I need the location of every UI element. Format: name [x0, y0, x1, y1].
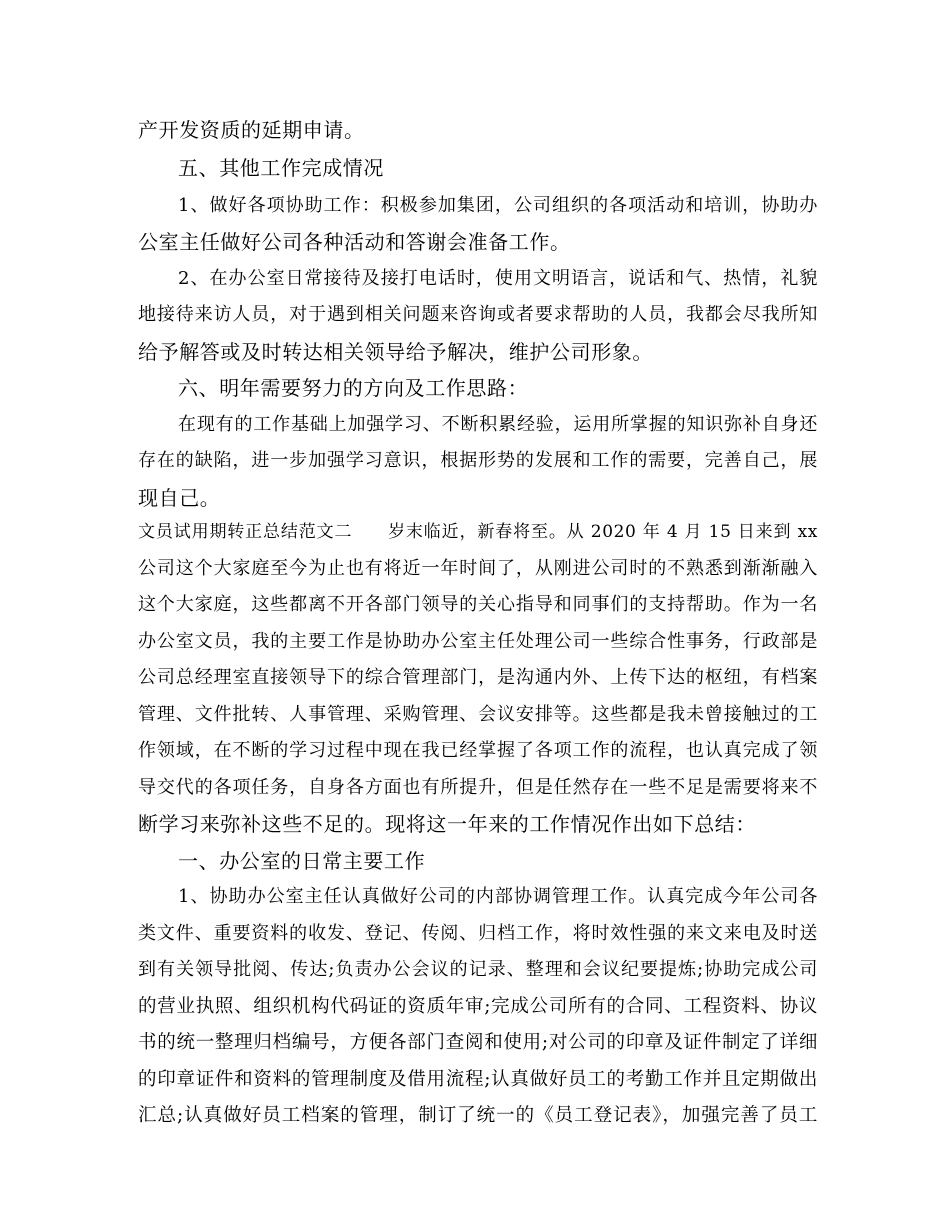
text-line: 公司总经理室直接领导下的综合管理部门，是沟通内外、上传下达的枢纽，有档案 — [138, 667, 818, 688]
article-title-line: 文员试用期转正总结范文二 岁末临近，新春将至。从 2020 年 4 月 15 日来到 xx — [138, 522, 818, 542]
text-line: 的营业执照、组织机构代码证的资质年审;完成公司所有的合同、工程资料、协议 — [138, 996, 818, 1017]
text-line: 导交代的各项任务，自身各方面也有所提升，但是任然存在一些不足是需要将来不 — [138, 777, 818, 798]
text-line: 管理、文件批转、人事管理、采购管理、会议安排等。这些都是我未曾接触过的工 — [138, 704, 818, 725]
section-heading: 一、办公室的日常主要工作 — [178, 849, 426, 873]
text-line: 书的统一整理归档编号，方便各部门查阅和使用;对公司的印章及证件制定了详细 — [138, 1032, 818, 1053]
text-line: 1、做好各项协助工作：积极参加集团，公司组织的各项活动和培训，协助办 — [178, 195, 818, 216]
text-line: 存在的缺陷，进一步加强学习意识，根据形势的发展和工作的需要，完善自己，展 — [138, 450, 818, 471]
text-line: 作领域，在不断的学习过程中现在我已经掌握了各项工作的流程，也认真完成了领 — [138, 740, 818, 761]
text-line: 的印章证件和资料的管理制度及借用流程;认真做好员工的考勤工作并且定期做出 — [138, 1069, 818, 1090]
text-line: 公室主任做好公司各种活动和答谢会准备工作。 — [138, 230, 571, 254]
text-line: 办公室文员，我的主要工作是协助办公室主任处理公司一些综合性事务，行政部是 — [138, 631, 818, 652]
section-heading: 六、明年需要努力的方向及工作思路： — [178, 376, 529, 400]
text-line: 类文件、重要资料的收发、登记、传阅、归档工作，将时效性强的来文来电及时送 — [138, 923, 818, 944]
text-line: 汇总;认真做好员工档案的管理，制订了统一的《员工登记表》，加强完善了员工 — [138, 1105, 818, 1126]
section-heading: 五、其他工作完成情况 — [178, 156, 384, 180]
text-line: 现自己。 — [138, 486, 221, 510]
text-line: 到有关领导批阅、传达;负责办公会议的记录、整理和会议纪要提炼;协助完成公司 — [138, 959, 818, 980]
text-line: 产开发资质的延期申请。 — [138, 118, 365, 142]
text-line: 2、在办公室日常接待及接打电话时，使用文明语言，说话和气、热情，礼貌 — [178, 268, 818, 289]
text-line: 地接待来访人员，对于遇到相关问题来咨询或者要求帮助的人员，我都会尽我所知 — [138, 304, 818, 325]
text-line: 断学习来弥补这些不足的。现将这一年来的工作情况作出如下总结： — [138, 812, 756, 836]
text-line: 在现有的工作基础上加强学习、不断积累经验，运用所掌握的知识弥补自身还 — [178, 414, 818, 435]
text-line: 给予解答或及时转达相关领导给予解决，维护公司形象。 — [138, 340, 653, 364]
text-line: 1、协助办公室主任认真做好公司的内部协调管理工作。认真完成今年公司各 — [178, 886, 818, 907]
text-line: 公司这个大家庭至今为止也有将近一年时间了，从刚进公司时的不熟悉到渐渐融入 — [138, 558, 818, 579]
text-line: 这个大家庭，这些都离不开各部门领导的关心指导和同事们的支持帮助。作为一名 — [138, 594, 818, 615]
